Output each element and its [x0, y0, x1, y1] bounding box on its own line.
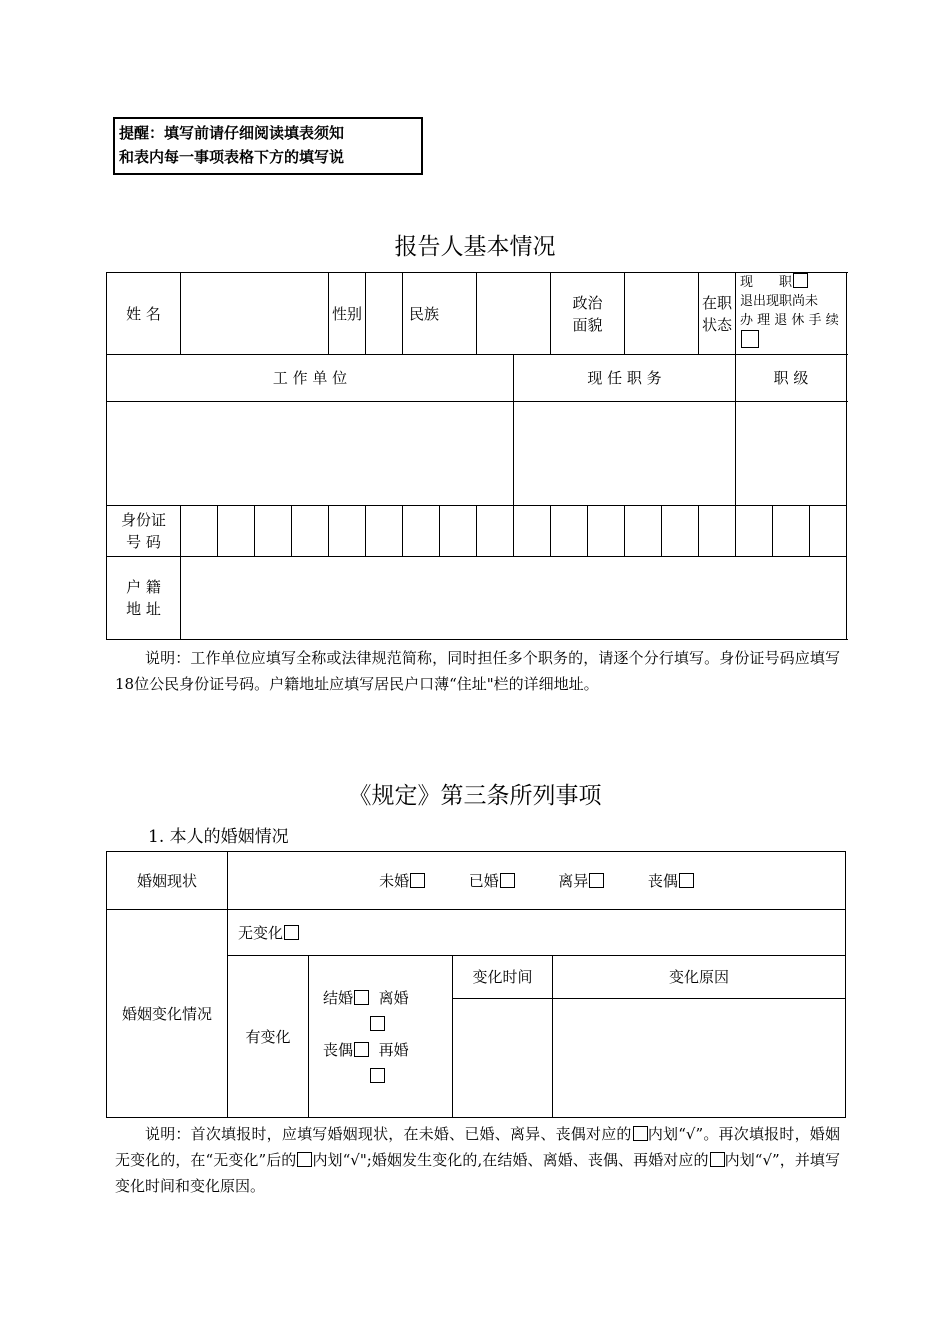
chg-marry-label: 结婚 [323, 988, 354, 1007]
note-part-4: 内划“√”，并填写变化时间和变化原因。 [115, 1151, 840, 1195]
status-option-retire-line1: 退出现职尚未 [740, 294, 819, 309]
note-box-icon [710, 1152, 725, 1167]
political-label [551, 273, 625, 355]
note-part-3: 内划“√";婚姻发生变化的,在结婚、离婚、丧偶、再婚对应的 [312, 1151, 709, 1169]
id-digit-cell[interactable] [218, 506, 255, 557]
has-change-label: 有变化 [228, 956, 309, 1118]
id-digit-cell[interactable] [773, 506, 810, 557]
id-digit-cell[interactable] [255, 506, 292, 557]
widowed-checkbox[interactable] [679, 873, 694, 888]
rank-label: 职 级 [736, 355, 847, 402]
reminder-line-2: 和表内每一事项表格下方的填写说 [119, 148, 345, 166]
id-digit-cell[interactable] [551, 506, 588, 557]
opt-widowed-label: 丧偶 [647, 871, 678, 890]
position-label: 现 任 职 务 [514, 355, 736, 402]
no-change-cell [228, 910, 846, 956]
status-retire-checkbox[interactable] [741, 330, 759, 348]
marry-checkbox[interactable] [354, 990, 369, 1005]
id-digit-cell[interactable] [366, 506, 403, 557]
status-option-current [740, 273, 846, 292]
ethnicity-label: 民族 [403, 273, 477, 355]
id-digit-cell[interactable] [181, 506, 218, 557]
political-field[interactable] [625, 273, 699, 355]
id-digit-cell[interactable] [514, 506, 551, 557]
section1-note: 说明：工作单位应填写全称或法律规范简称，同时担任多个职务的，请逐个分行填写。身份证号码应填写18位公民身份证号码。户籍地址应填写居民户口薄“住址"栏的详细地址。 [115, 649, 840, 693]
no-change-label: 无变化 [238, 923, 284, 942]
note-part-1: 说明：首次填报时，应填写婚姻现状，在未婚、已婚、离异、丧偶对应的 [145, 1125, 632, 1143]
id-label-line1: 身份证 [120, 511, 166, 529]
status-label-line2: 状态 [702, 315, 733, 334]
status-option-retire-line2: 办 理 退 休 手 续 [740, 313, 839, 328]
married-checkbox[interactable] [500, 873, 515, 888]
id-digit-cell[interactable] [477, 506, 514, 557]
hukou-label-line1: 户 籍 [126, 578, 161, 596]
id-digit-cell[interactable] [736, 506, 773, 557]
opt-divorced-label: 离异 [558, 871, 589, 890]
id-digit-cell[interactable] [699, 506, 736, 557]
ethnicity-field[interactable] [477, 273, 551, 355]
political-label-line1: 政治 [572, 293, 603, 312]
no-change-checkbox[interactable] [284, 925, 299, 940]
section2-note [115, 1121, 840, 1199]
gender-field[interactable] [366, 273, 403, 355]
chg-divorce-label: 离婚 [378, 988, 409, 1007]
status-label-line1: 在职 [702, 293, 733, 312]
change-row-4 [323, 1063, 452, 1089]
id-digit-cell[interactable] [292, 506, 329, 557]
gender-label: 性别 [329, 273, 366, 355]
hukou-label-line2: 地 址 [126, 600, 161, 618]
position-field[interactable] [514, 402, 736, 506]
id-label [107, 506, 181, 557]
change-reason-label: 变化原因 [553, 956, 846, 999]
status-option-retire-box [740, 330, 846, 352]
marriage-change-label: 婚姻变化情况 [107, 910, 228, 1118]
rank-field[interactable] [736, 402, 847, 506]
change-type-options [309, 956, 453, 1118]
note-box-icon [297, 1152, 312, 1167]
change-row-2 [323, 1011, 452, 1037]
hukou-label [107, 557, 181, 640]
name-field[interactable] [181, 273, 329, 355]
id-digit-cell[interactable] [588, 506, 625, 557]
note-box-icon [633, 1126, 648, 1141]
chg-remarry-label: 再婚 [378, 1040, 409, 1059]
marital-status-label: 婚姻现状 [107, 852, 228, 910]
id-label-line2: 号 码 [126, 533, 161, 551]
change-row-1 [323, 985, 452, 1011]
unmarried-checkbox[interactable] [410, 873, 425, 888]
id-digit-cell[interactable] [440, 506, 477, 557]
change-time-field[interactable] [453, 999, 553, 1118]
marital-status-options [228, 852, 846, 910]
opt-unmarried-label: 未婚 [379, 871, 410, 890]
id-digit-cell[interactable] [662, 506, 699, 557]
marriage-table [106, 851, 846, 1118]
opt-married-label: 已婚 [468, 871, 499, 890]
section1-title: 报告人基本情况 [394, 234, 556, 260]
name-label: 姓 名 [107, 273, 181, 355]
widowed-change-checkbox[interactable] [354, 1042, 369, 1057]
basic-info-table [106, 272, 847, 640]
change-row-3 [323, 1037, 452, 1063]
political-label-line2: 面貌 [572, 315, 603, 334]
marriage-subtitle: 1. 本人的婚姻情况 [148, 827, 289, 847]
divorce-checkbox[interactable] [370, 1016, 385, 1031]
section2-title: 《规定》第三条所列事项 [348, 783, 602, 809]
work-unit-field[interactable] [107, 402, 514, 506]
status-option-current-label: 现 职 [740, 275, 793, 290]
status-label [699, 273, 736, 355]
id-digit-cell[interactable] [329, 506, 366, 557]
note-part-2: 内划“√”。再次填报时，婚姻无变化的，在“无变化”后的 [115, 1125, 840, 1169]
change-reason-field[interactable] [553, 999, 846, 1118]
reminder-line-1: 提醒：填写前请仔细阅读填表须知 [119, 124, 345, 142]
chg-widowed-label: 丧偶 [323, 1040, 354, 1059]
id-digit-cell[interactable] [810, 506, 847, 557]
work-unit-label: 工 作 单 位 [107, 355, 514, 402]
reminder-box [113, 117, 423, 175]
change-time-label: 变化时间 [453, 956, 553, 999]
status-options [736, 273, 847, 355]
hukou-field[interactable] [181, 557, 847, 640]
id-digit-cell[interactable] [403, 506, 440, 557]
divorced-checkbox[interactable] [589, 873, 604, 888]
id-digit-cell[interactable] [625, 506, 662, 557]
status-current-checkbox[interactable] [793, 273, 808, 288]
remarry-checkbox[interactable] [370, 1068, 385, 1083]
